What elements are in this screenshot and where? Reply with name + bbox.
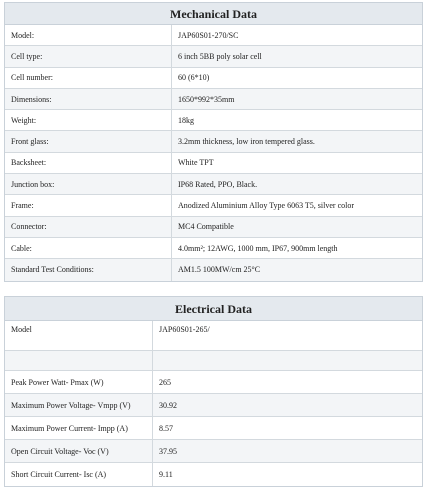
spacer-row [5, 351, 422, 371]
row-label: Frame: [5, 195, 172, 215]
table-row [5, 238, 422, 259]
row-label: Cell type: [5, 46, 172, 66]
row-value: 30.92 [159, 400, 177, 410]
model-label: Model [5, 321, 153, 350]
row-value: 60 (6*10) [178, 73, 210, 83]
row-label: Standard Test Conditions: [5, 259, 172, 280]
row-value: JAP60S01-270/SC [178, 30, 239, 40]
row-value: 18kg [178, 115, 194, 125]
row-label: Connector: [5, 217, 172, 237]
row-value: 4.0mm²; 12AWG, 1000 mm, IP67, 900mm length [178, 243, 338, 253]
row-label: Model: [5, 25, 172, 45]
table-row [5, 417, 422, 440]
table-row [5, 463, 422, 486]
model-row [5, 321, 422, 351]
row-label: Backsheet: [5, 153, 172, 173]
row-label: Weight: [5, 110, 172, 130]
table-row [5, 46, 422, 67]
row-value: 8.57 [159, 423, 173, 433]
row-label: Dimensions: [5, 89, 172, 109]
table-row [5, 174, 422, 195]
table-row [5, 217, 422, 238]
row-value: White TPT [178, 158, 214, 168]
row-label: Front glass: [5, 131, 172, 151]
row-value: 3.2mm thickness, low iron tempered glass. [178, 137, 315, 147]
table-row [5, 110, 422, 131]
electrical-data-table [4, 296, 423, 487]
table-row [5, 25, 422, 46]
row-label: Cable: [5, 238, 172, 258]
row-value: 1650*992*35mm [178, 94, 235, 104]
electrical-data-title: Electrical Data [5, 297, 422, 321]
mechanical-data-title: Mechanical Data [5, 3, 422, 25]
row-label: Cell number: [5, 68, 172, 88]
row-value: IP68 Rated, PPO, Black. [178, 179, 258, 189]
row-label: Short Circuit Current- Isc (A) [5, 463, 153, 486]
row-label: Maximum Power Voltage- Vmpp (V) [5, 394, 153, 416]
table-row [5, 153, 422, 174]
table-row [5, 259, 422, 280]
row-label: Maximum Power Current- Impp (A) [5, 417, 153, 439]
mechanical-data-table [4, 2, 423, 282]
row-label: Junction box: [5, 174, 172, 194]
spacer-value-cell [153, 351, 422, 370]
spacer-label-cell [5, 351, 153, 370]
row-value: 265 [159, 377, 171, 387]
row-label: Open Circuit Voltage- Voc (V) [5, 440, 153, 462]
table-row [5, 68, 422, 89]
row-label: Peak Power Watt- Pmax (W) [5, 371, 153, 393]
model-value: JAP60S01-265/ [159, 325, 210, 334]
row-value: AM1.5 100MW/cm 25°C [178, 265, 261, 275]
table-row [5, 440, 422, 463]
table-row [5, 131, 422, 152]
table-row [5, 371, 422, 394]
row-value: 6 inch 5BB poly solar cell [178, 51, 262, 61]
table-row [5, 394, 422, 417]
row-value: MC4 Compatible [178, 222, 234, 232]
row-value: Anodized Aluminium Alloy Type 6063 T5, silver color [178, 201, 355, 211]
row-value: 37.95 [159, 446, 177, 456]
table-row [5, 89, 422, 110]
row-value: 9.11 [159, 470, 173, 479]
table-row [5, 195, 422, 216]
